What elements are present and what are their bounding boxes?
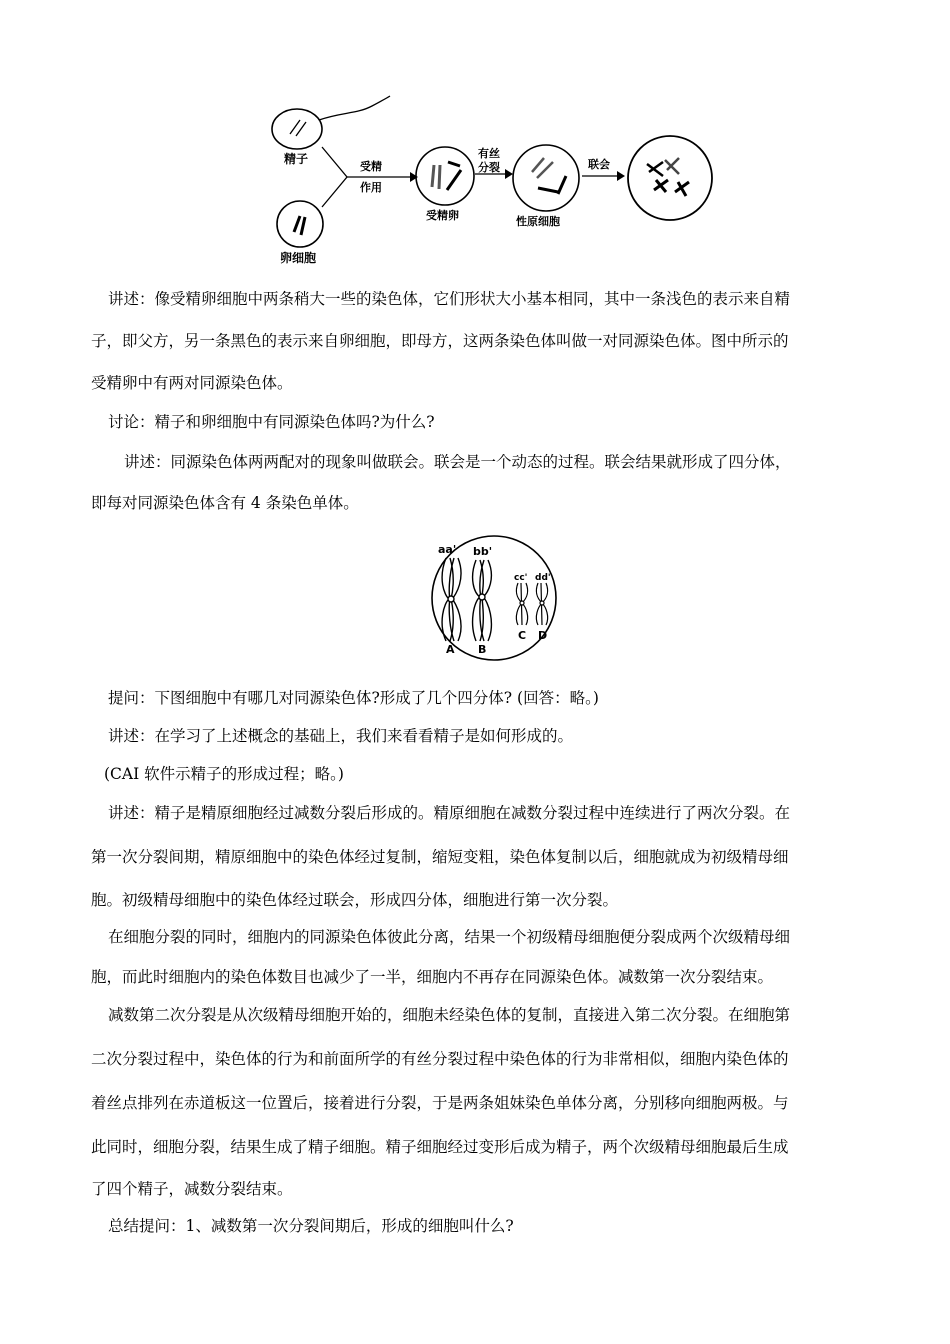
label-dd: dd' xyxy=(535,573,551,583)
tetrad-diagram xyxy=(414,533,574,665)
paragraph-6-line-2: 第一次分裂间期，精原细胞中的染色体经过复制，缩短变粗，染色体复制以后，细胞就成为初级精母细 xyxy=(91,848,789,866)
fertilization-label: 受精 xyxy=(360,160,382,173)
paragraph-6-line-1: 讲述：精子是精原细胞经过减数分裂后形成的。精原细胞在减数分裂过程中连续进行了两次分裂。在 xyxy=(108,804,791,822)
label-cc: cc' xyxy=(514,573,528,583)
chromosome-c xyxy=(516,583,527,625)
label-bb: bb' xyxy=(473,545,493,558)
label-b: B xyxy=(478,643,487,656)
egg-illustration xyxy=(277,201,323,247)
paragraph-8-line-4: 此同时，细胞分裂，结果生成了精子细胞。精子细胞经过变形后成为精子，两个次级精母细胞最后生成 xyxy=(91,1138,789,1156)
converge-lines xyxy=(322,147,347,207)
chromosome-a xyxy=(442,558,461,641)
paragraph-2: 讨论：精子和卵细胞中有同源染色体吗?为什么? xyxy=(108,413,435,431)
paragraph-3-line-1: 讲述：同源染色体两两配对的现象叫做联会。联会是一个动态的过程。联会结果就形成了四分体， xyxy=(124,453,791,471)
paragraph-1-line-2: 子，即父方，另一条黑色的表示来自卵细胞，即母方，这两条染色体叫做一对同源染色体。图中所示的 xyxy=(91,332,789,350)
chromosome-b xyxy=(473,560,492,641)
label-c: C xyxy=(518,629,527,642)
paragraph-6-line-3: 胞。初级精母细胞中的染色体经过联会，形成四分体，细胞进行第一次分裂。 xyxy=(91,891,619,909)
label-a: A xyxy=(446,643,455,656)
synapsis-label: 联会 xyxy=(588,158,610,171)
tetrad-cell-illustration xyxy=(628,136,712,220)
fertilized-egg-label: 受精卵 xyxy=(426,209,459,222)
paragraph-1-line-1: 讲述：像受精卵细胞中两条稍大一些的染色体，它们形状大小基本相同，其中一条浅色的表示来自精 xyxy=(108,290,791,308)
egg-label: 卵细胞 xyxy=(280,251,317,265)
mitosis-label-1: 有丝 xyxy=(478,147,500,160)
fertilized-egg-illustration xyxy=(416,147,474,205)
primordial-cell-illustration xyxy=(513,145,579,211)
paragraph-5: (CAI 软件示精子的形成过程；略。) xyxy=(104,765,344,783)
label-d: D xyxy=(538,629,548,642)
paragraph-8-line-5: 了四个精子，减数分裂结束。 xyxy=(91,1180,293,1198)
label-aa: aa' xyxy=(438,543,457,556)
fertilization-diagram xyxy=(262,92,722,267)
summary-question: 总结提问：1、减数第一次分裂间期后，形成的细胞叫什么? xyxy=(108,1217,514,1235)
paragraph-4: 讲述：在学习了上述概念的基础上，我们来看看精子是如何形成的。 xyxy=(108,727,574,745)
paragraph-8-line-1: 减数第二次分裂是从次级精母细胞开始的，细胞未经染色体的复制，直接进入第二次分裂。在细胞第 xyxy=(108,1006,791,1024)
paragraph-1-line-3: 受精卵中有两对同源染色体。 xyxy=(91,374,293,392)
paragraph-3-line-2: 即每对同源染色体含有 4 条染色单体。 xyxy=(91,494,359,512)
paragraph-7-line-1: 在细胞分裂的同时，细胞内的同源染色体彼此分离，结果一个初级精母细胞便分裂成两个次级精母细 xyxy=(108,928,791,946)
paragraph-7-line-2: 胞，而此时细胞内的染色体数目也减少了一半，细胞内不再存在同源染色体。减数第一次分裂结束。 xyxy=(91,968,774,986)
mitosis-label-2: 分裂 xyxy=(478,161,500,174)
question-1: 提问：下图细胞中有哪几对同源染色体?形成了几个四分体? (回答：略。) xyxy=(108,689,599,707)
paragraph-8-line-3: 着丝点排列在赤道板这一位置后，接着进行分裂，于是两条姐妹染色单体分离，分别移向细胞两极。与 xyxy=(91,1094,789,1112)
sperm-label: 精子 xyxy=(284,152,309,166)
paragraph-8-line-2: 二次分裂过程中，染色体的行为和前面所学的有丝分裂过程中染色体的行为非常相似，细胞内染色体的 xyxy=(91,1050,789,1068)
primordial-cell-label: 性原细胞 xyxy=(516,215,560,228)
sperm-illustration xyxy=(272,96,390,149)
chromosome-d xyxy=(536,583,547,625)
action-label: 作用 xyxy=(360,181,382,194)
